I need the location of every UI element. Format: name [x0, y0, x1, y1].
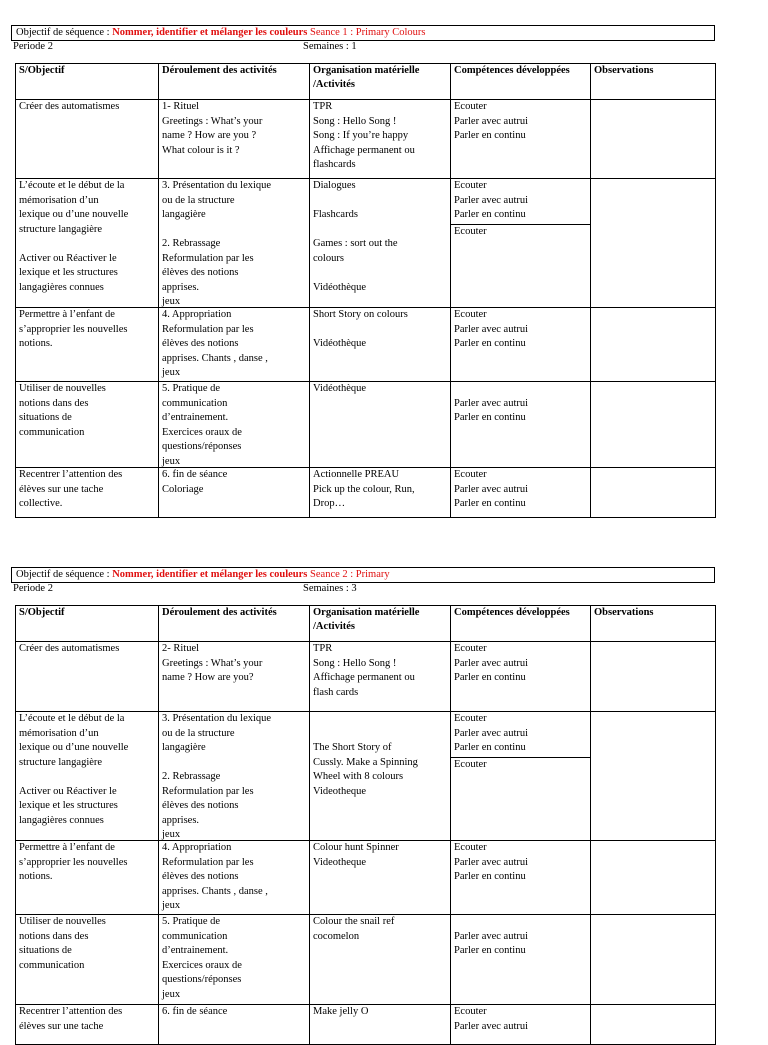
- cell-line: Parler en continu: [454, 338, 526, 349]
- cell-line: Parler en continu: [454, 871, 526, 882]
- cell-line: Parler en continu: [454, 742, 526, 753]
- cell-line: [162, 223, 271, 238]
- cell-line: [162, 756, 271, 771]
- table-column-line: [15, 605, 16, 1045]
- objective-title: Nommer, identifier et mélanger les couleurs: [112, 27, 308, 38]
- cell-line: Vidéothèque: [313, 281, 367, 293]
- table-cell-deroulement: [162, 712, 271, 843]
- cell-line: Utiliser de nouvelles: [19, 916, 106, 927]
- cell-line: 2. Rebrassage: [162, 771, 221, 782]
- cell-line: TPR: [313, 643, 333, 654]
- cell-line: Greetings : What’s your: [162, 657, 263, 669]
- column-header: Déroulement des activités: [162, 65, 277, 76]
- cell-line: Ecouter: [454, 1006, 487, 1017]
- table-cell-objectif: [19, 382, 106, 440]
- table-cell-competences: [454, 308, 528, 352]
- cell-line: The Short Story of: [313, 742, 392, 753]
- cell-line: jeux: [162, 296, 181, 307]
- cell-line: 5. Pratique de: [162, 916, 221, 927]
- cell-line: Ecouter: [454, 643, 487, 654]
- cell-line: Reformulation par les: [162, 323, 254, 335]
- cell-line: notions.: [19, 338, 53, 349]
- cell-line: apprises.: [162, 281, 200, 293]
- column-header: Observations: [594, 65, 654, 76]
- table-cell-organisation: [313, 841, 399, 870]
- cell-line: [313, 727, 418, 742]
- cell-line: lexique et les structures: [19, 267, 118, 278]
- table-cell-deroulement: [162, 841, 268, 914]
- table-cell-organisation: [313, 308, 408, 352]
- cell-line: jeux: [162, 829, 181, 840]
- cell-line: Parler avec autrui: [454, 194, 529, 206]
- cell-line: langagière: [162, 209, 206, 220]
- table-cell-competences: [454, 712, 528, 773]
- cell-line: [313, 223, 398, 238]
- table-cell-objectif: [19, 100, 119, 115]
- cell-line: ou de la structure: [162, 727, 235, 739]
- cell-line: name ? How are you?: [162, 672, 254, 683]
- cell-line: Ecouter: [454, 842, 487, 853]
- cell-line: lexique ou d’une nouvelle: [19, 209, 129, 220]
- cell-line: d’entrainement.: [162, 945, 229, 956]
- cell-line: notions dans des: [19, 930, 89, 942]
- sequence-section: [11, 567, 715, 1032]
- table-cell-objectif: [19, 308, 127, 352]
- table-cell-organisation: [313, 100, 415, 173]
- cell-line: 2. Rebrassage: [162, 238, 221, 249]
- table-column-line: [158, 605, 159, 1045]
- table-cell-competences: [454, 468, 528, 512]
- cell-line: Parler avec autrui: [454, 397, 529, 409]
- cell-line: apprises. Chants , danse ,: [162, 352, 268, 364]
- cell-line: Games : sort out the: [313, 238, 398, 249]
- column-header: Organisation matérielle /Activités: [313, 607, 420, 632]
- table-column-line: [715, 63, 716, 518]
- cell-line: Reformulation par les: [162, 856, 254, 868]
- cell-line: Drop…: [313, 498, 346, 509]
- cell-line: 4. Appropriation: [162, 309, 232, 320]
- cell-line: jeux: [162, 367, 181, 378]
- cell-line: ou de la structure: [162, 194, 235, 206]
- cell-line: Greetings : What’s your: [162, 115, 263, 127]
- cell-line: Cussly. Make a Spinning: [313, 756, 418, 768]
- cell-line: Parler avec autrui: [454, 1020, 529, 1032]
- cell-line: communication: [162, 930, 228, 942]
- sequence-table: [15, 63, 715, 517]
- cell-line: langagière: [162, 742, 206, 753]
- cell-line: s’approprier les nouvelles: [19, 323, 128, 335]
- weeks-label: Semaines : 3: [303, 583, 357, 594]
- cell-line: Permettre à l’enfant de: [19, 309, 115, 320]
- table-column-line: [309, 605, 310, 1045]
- cell-line: 5. Pratique de: [162, 383, 221, 394]
- cell-line: Ecouter: [454, 180, 487, 191]
- cell-line: Activer ou Réactiver le: [19, 785, 117, 797]
- cell-line: Actionnelle PREAU: [313, 469, 400, 480]
- cell-line: questions/réponses: [162, 974, 242, 985]
- cell-line: élèves des notions: [162, 267, 239, 278]
- cell-line: s’approprier les nouvelles: [19, 856, 128, 868]
- cell-line: Recentrer l’attention des: [19, 469, 123, 480]
- cell-line: jeux: [162, 455, 181, 467]
- cell-line: questions/réponses: [162, 441, 242, 452]
- table-cell-deroulement: [162, 179, 271, 310]
- cell-line: name ? How are you ?: [162, 130, 257, 141]
- table-cell-objectif: [19, 1005, 122, 1034]
- cell-line: communication: [19, 959, 85, 971]
- cell-line: Vidéothèque: [313, 383, 367, 394]
- cell-line: jeux: [162, 988, 181, 1000]
- table-cell-organisation: [313, 468, 415, 512]
- table-column-line: [450, 63, 451, 518]
- table-cell-competences: [454, 382, 528, 426]
- table-cell-objectif: [19, 179, 128, 295]
- table-cell-organisation: [313, 382, 366, 397]
- cell-line: Pick up the colour, Run,: [313, 483, 415, 495]
- cell-line: d’entrainement.: [162, 412, 229, 423]
- cell-line: Reformulation par les: [162, 785, 254, 797]
- table-column-line: [158, 63, 159, 518]
- table-cell-deroulement: [162, 915, 242, 1002]
- table-cell-objectif: [19, 712, 128, 828]
- cell-line: 3. Présentation du lexique: [162, 180, 272, 191]
- cell-line: Parler en continu: [454, 130, 526, 141]
- cell-line: Videotheque: [313, 785, 367, 797]
- cell-line: 1- Rituel: [162, 101, 200, 112]
- cell-line: Parler en continu: [454, 672, 526, 683]
- cell-line: Short Story on colours: [313, 309, 408, 320]
- cell-line: Dialogues: [313, 180, 356, 191]
- period-label: Periode 2: [13, 41, 53, 52]
- session-title: Seance 2 : Primary: [310, 569, 390, 580]
- cell-line: communication: [19, 426, 85, 438]
- cell-line: Flashcards: [313, 209, 358, 220]
- table-cell-objectif: [19, 841, 127, 885]
- cell-line: élèves sur une tache: [19, 483, 104, 495]
- cell-line: Ecouter: [454, 101, 487, 112]
- cell-line: communication: [162, 397, 228, 409]
- objective-label: Objectif de séquence :: [16, 27, 113, 38]
- cell-line: [313, 323, 408, 338]
- cell-line: mémorisation d’un: [19, 194, 99, 206]
- table-cell-organisation: [313, 642, 415, 700]
- table-row-line: [15, 517, 716, 518]
- cell-line: Colour the snail ref: [313, 916, 395, 927]
- cell-line: jeux: [162, 900, 181, 911]
- cell-line: Parler avec autrui: [454, 727, 529, 739]
- cell-line: notions dans des: [19, 397, 89, 409]
- cell-line: Ecouter: [454, 713, 487, 724]
- cell-line: Song : Hello Song !: [313, 115, 397, 127]
- cell-line: Affichage permanent ou: [313, 144, 415, 156]
- cell-line: 3. Présentation du lexique: [162, 713, 272, 724]
- cell-line: élèves des notions: [162, 871, 239, 882]
- cell-line: Vidéothèque: [313, 338, 367, 349]
- cell-line: langagières connues: [19, 281, 104, 293]
- column-header: S/Objectif: [19, 607, 65, 618]
- cell-line: Parler avec autrui: [454, 115, 529, 127]
- session-title: Seance 1 : Primary Colours: [310, 27, 426, 38]
- cell-line: Song : Hello Song !: [313, 657, 397, 669]
- cell-line: Wheel with 8 colours: [313, 771, 404, 782]
- table-column-line: [450, 605, 451, 1045]
- cell-line: Créer des automatismes: [19, 643, 120, 654]
- column-header: S/Objectif: [19, 65, 65, 76]
- period-weeks-line: [13, 582, 713, 595]
- table-cell-deroulement: [162, 308, 268, 381]
- cell-line: élèves sur une tache: [19, 1020, 104, 1032]
- cell-line: L’écoute et le début de la: [19, 180, 125, 191]
- cell-line: Exercices oraux de: [162, 426, 242, 438]
- cell-line: [19, 237, 128, 252]
- cell-line: Parler avec autrui: [454, 483, 529, 495]
- table-cell-deroulement: [162, 100, 262, 158]
- cell-line: structure langagière: [19, 223, 103, 235]
- cell-line: Coloriage: [162, 483, 204, 495]
- cell-line: lexique et les structures: [19, 800, 118, 811]
- table-cell-organisation: [313, 712, 418, 799]
- cell-line: langagières connues: [19, 814, 104, 826]
- cell-line: colours: [313, 252, 344, 264]
- cell-line: L’écoute et le début de la: [19, 713, 125, 724]
- table-cell-objectif: [19, 915, 106, 973]
- column-header: Organisation matérielle /Activités: [313, 65, 420, 90]
- cell-line: Parler en continu: [454, 412, 526, 423]
- period-label: Periode 2: [13, 583, 53, 594]
- table-cell-competences: [454, 915, 528, 959]
- table-column-line: [715, 605, 716, 1045]
- cell-line: Song : If you’re happy: [313, 130, 409, 141]
- cell-line: 6. fin de séance: [162, 1006, 228, 1017]
- table-column-line: [309, 63, 310, 518]
- cell-line: Parler en continu: [454, 945, 526, 956]
- column-header: Compétences développées: [454, 607, 570, 618]
- cell-line: Activer ou Réactiver le: [19, 252, 117, 264]
- cell-line: Permettre à l’enfant de: [19, 842, 115, 853]
- cell-line: Reformulation par les: [162, 252, 254, 264]
- table-cell-competences: [454, 841, 528, 885]
- cell-line: 4. Appropriation: [162, 842, 232, 853]
- cell-line: apprises. Chants , danse ,: [162, 885, 268, 897]
- table-cell-competences: [454, 1005, 528, 1034]
- cell-line: Ecouter: [454, 309, 487, 320]
- cell-line: Parler avec autrui: [454, 323, 529, 335]
- cell-line: élèves des notions: [162, 338, 239, 349]
- cell-line: 6. fin de séance: [162, 469, 228, 480]
- table-cell-competences: [454, 100, 528, 144]
- table-cell-deroulement: [162, 642, 262, 686]
- table-cell-competences: [454, 179, 528, 240]
- objective-bar: [11, 567, 715, 583]
- cell-line: Ecouter: [454, 226, 487, 237]
- cell-line: Parler en continu: [454, 498, 526, 509]
- cell-line: Utiliser de nouvelles: [19, 383, 106, 394]
- cell-line: [454, 382, 528, 397]
- sequence-section: [11, 25, 715, 509]
- cell-line: Créer des automatismes: [19, 101, 120, 112]
- cell-line: Parler avec autrui: [454, 657, 529, 669]
- objective-title: Nommer, identifier et mélanger les couleurs: [112, 569, 308, 580]
- cell-line: situations de: [19, 412, 72, 423]
- sequence-table: [15, 605, 715, 1044]
- cell-line: [313, 712, 418, 727]
- cell-line: Recentrer l’attention des: [19, 1006, 123, 1017]
- table-cell-competences: [454, 642, 528, 686]
- cell-line: apprises.: [162, 814, 200, 826]
- column-header: Compétences développées: [454, 65, 570, 76]
- cell-line: collective.: [19, 498, 63, 509]
- cell-line: 2- Rituel: [162, 643, 200, 654]
- cell-line: Parler avec autrui: [454, 856, 529, 868]
- cell-line: notions.: [19, 871, 53, 882]
- cell-line: [313, 194, 398, 209]
- table-column-line: [590, 605, 591, 1045]
- cell-line: Affichage permanent ou: [313, 672, 415, 683]
- table-cell-deroulement: [162, 468, 227, 497]
- table-cell-objectif: [19, 468, 122, 512]
- cell-line: élèves des notions: [162, 800, 239, 811]
- table-column-line: [590, 63, 591, 518]
- objective-bar: [11, 25, 715, 41]
- objective-label: Objectif de séquence :: [16, 569, 113, 580]
- cell-line: What colour is it ?: [162, 144, 240, 156]
- cell-line: Make jelly O: [313, 1006, 369, 1017]
- cell-line: Colour hunt Spinner: [313, 842, 399, 853]
- cell-line: [19, 770, 128, 785]
- cell-line: [313, 266, 398, 281]
- cell-line: situations de: [19, 945, 72, 956]
- period-weeks-line: [13, 40, 713, 53]
- cell-line: TPR: [313, 101, 333, 112]
- cell-line: lexique ou d’une nouvelle: [19, 742, 129, 753]
- table-cell-organisation: [313, 179, 398, 295]
- table-cell-organisation: [313, 915, 394, 944]
- cell-line: structure langagière: [19, 756, 103, 768]
- cell-line: cocomelon: [313, 930, 360, 942]
- column-header: Déroulement des activités: [162, 607, 277, 618]
- table-cell-objectif: [19, 642, 119, 657]
- cell-line: Ecouter: [454, 469, 487, 480]
- cell-line: flash cards: [313, 686, 359, 698]
- weeks-label: Semaines : 1: [303, 41, 357, 52]
- column-header: Observations: [594, 607, 654, 618]
- cell-line: Videotheque: [313, 856, 367, 868]
- cell-line: Exercices oraux de: [162, 959, 242, 971]
- cell-line: Parler en continu: [454, 209, 526, 220]
- table-cell-deroulement: [162, 382, 242, 469]
- cell-line: Parler avec autrui: [454, 930, 529, 942]
- cell-line: Ecouter: [454, 759, 487, 770]
- table-cell-organisation: [313, 1005, 368, 1020]
- cell-line: flashcards: [313, 159, 356, 170]
- cell-line: [454, 915, 528, 930]
- cell-line: mémorisation d’un: [19, 727, 99, 739]
- table-column-line: [15, 63, 16, 518]
- table-cell-deroulement: [162, 1005, 227, 1020]
